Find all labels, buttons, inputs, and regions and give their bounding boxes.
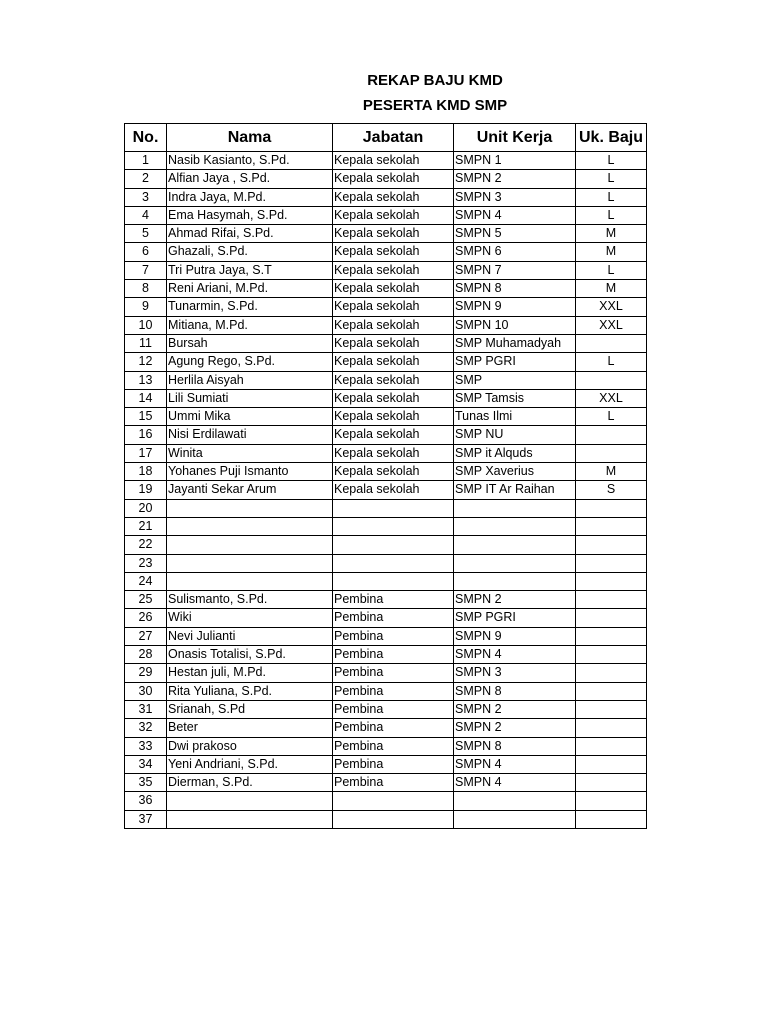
cell-no: 15 <box>125 408 167 426</box>
cell-uk-baju: L <box>576 353 647 371</box>
table-row <box>125 298 647 316</box>
table-row <box>125 627 647 645</box>
cell-nama: Bursah <box>167 334 333 352</box>
table-row <box>125 792 647 810</box>
cell-nama <box>167 499 333 517</box>
cell-uk-baju <box>576 792 647 810</box>
table-row <box>125 591 647 609</box>
table-row <box>125 261 647 279</box>
header-jabatan: Jabatan <box>333 124 454 152</box>
cell-unit-kerja: SMPN 6 <box>454 243 576 261</box>
cell-uk-baju <box>576 517 647 535</box>
cell-uk-baju <box>576 536 647 554</box>
cell-unit-kerja: SMPN 4 <box>454 774 576 792</box>
table-row <box>125 719 647 737</box>
table-row <box>125 755 647 773</box>
cell-nama: Nevi Julianti <box>167 627 333 645</box>
cell-unit-kerja: SMP Xaverius <box>454 463 576 481</box>
cell-nama: Jayanti Sekar Arum <box>167 481 333 499</box>
table-row <box>125 389 647 407</box>
cell-unit-kerja <box>454 810 576 828</box>
cell-unit-kerja <box>454 792 576 810</box>
cell-nama: Nisi Erdilawati <box>167 426 333 444</box>
cell-jabatan: Kepala sekolah <box>333 225 454 243</box>
table-row <box>125 517 647 535</box>
cell-unit-kerja: SMP Muhamadyah <box>454 334 576 352</box>
cell-no: 25 <box>125 591 167 609</box>
table-row <box>125 188 647 206</box>
cell-nama: Ahmad Rifai, S.Pd. <box>167 225 333 243</box>
cell-unit-kerja <box>454 499 576 517</box>
cell-nama: Agung Rego, S.Pd. <box>167 353 333 371</box>
cell-unit-kerja: SMPN 8 <box>454 737 576 755</box>
cell-nama: Hestan juli, M.Pd. <box>167 664 333 682</box>
cell-no: 32 <box>125 719 167 737</box>
cell-unit-kerja: SMPN 2 <box>454 719 576 737</box>
cell-no: 22 <box>125 536 167 554</box>
cell-no: 37 <box>125 810 167 828</box>
cell-uk-baju: L <box>576 408 647 426</box>
cell-uk-baju <box>576 755 647 773</box>
cell-no: 30 <box>125 682 167 700</box>
table-row <box>125 463 647 481</box>
cell-no: 36 <box>125 792 167 810</box>
cell-no: 20 <box>125 499 167 517</box>
document-subtitle: PESERTA KMD SMP <box>362 97 508 114</box>
table-row <box>125 810 647 828</box>
cell-no: 9 <box>125 298 167 316</box>
cell-nama: Reni Ariani, M.Pd. <box>167 280 333 298</box>
cell-no: 16 <box>125 426 167 444</box>
cell-uk-baju: L <box>576 188 647 206</box>
cell-no: 4 <box>125 206 167 224</box>
cell-no: 10 <box>125 316 167 334</box>
cell-uk-baju <box>576 554 647 572</box>
cell-unit-kerja: SMP IT Ar Raihan <box>454 481 576 499</box>
cell-no: 14 <box>125 389 167 407</box>
table-row <box>125 225 647 243</box>
cell-uk-baju: M <box>576 225 647 243</box>
cell-nama: Onasis Totalisi, S.Pd. <box>167 646 333 664</box>
cell-jabatan: Pembina <box>333 755 454 773</box>
table-row <box>125 353 647 371</box>
cell-jabatan: Kepala sekolah <box>333 371 454 389</box>
cell-uk-baju <box>576 810 647 828</box>
cell-nama: Yohanes Puji Ismanto <box>167 463 333 481</box>
cell-unit-kerja: SMPN 8 <box>454 280 576 298</box>
table-row <box>125 243 647 261</box>
cell-unit-kerja: SMP <box>454 371 576 389</box>
cell-jabatan: Pembina <box>333 646 454 664</box>
cell-uk-baju: L <box>576 206 647 224</box>
table-row <box>125 371 647 389</box>
cell-no: 19 <box>125 481 167 499</box>
cell-unit-kerja: SMPN 4 <box>454 646 576 664</box>
table-row <box>125 170 647 188</box>
header-unit-kerja: Unit Kerja <box>454 124 576 152</box>
cell-no: 12 <box>125 353 167 371</box>
cell-no: 28 <box>125 646 167 664</box>
cell-nama <box>167 536 333 554</box>
cell-jabatan: Kepala sekolah <box>333 444 454 462</box>
cell-unit-kerja: SMP PGRI <box>454 609 576 627</box>
cell-no: 27 <box>125 627 167 645</box>
cell-unit-kerja: SMPN 4 <box>454 755 576 773</box>
cell-unit-kerja: SMP it Alquds <box>454 444 576 462</box>
cell-no: 29 <box>125 664 167 682</box>
cell-nama: Tri Putra Jaya, S.T <box>167 261 333 279</box>
cell-no: 1 <box>125 152 167 170</box>
cell-unit-kerja <box>454 517 576 535</box>
cell-nama: Herlila Aisyah <box>167 371 333 389</box>
cell-no: 3 <box>125 188 167 206</box>
cell-jabatan <box>333 792 454 810</box>
table-row <box>125 334 647 352</box>
cell-nama <box>167 572 333 590</box>
cell-jabatan: Kepala sekolah <box>333 334 454 352</box>
cell-no: 31 <box>125 700 167 718</box>
cell-uk-baju: M <box>576 280 647 298</box>
table-row <box>125 682 647 700</box>
cell-nama: Srianah, S.Pd <box>167 700 333 718</box>
cell-nama: Winita <box>167 444 333 462</box>
cell-nama <box>167 810 333 828</box>
cell-uk-baju <box>576 426 647 444</box>
cell-jabatan <box>333 536 454 554</box>
cell-uk-baju <box>576 700 647 718</box>
cell-unit-kerja: SMPN 2 <box>454 170 576 188</box>
table-row <box>125 444 647 462</box>
cell-nama: Dwi prakoso <box>167 737 333 755</box>
table-row <box>125 426 647 444</box>
cell-uk-baju: M <box>576 243 647 261</box>
cell-jabatan: Kepala sekolah <box>333 298 454 316</box>
cell-jabatan: Kepala sekolah <box>333 316 454 334</box>
cell-jabatan: Kepala sekolah <box>333 152 454 170</box>
cell-no: 17 <box>125 444 167 462</box>
cell-no: 11 <box>125 334 167 352</box>
cell-jabatan: Kepala sekolah <box>333 353 454 371</box>
cell-jabatan: Kepala sekolah <box>333 426 454 444</box>
cell-unit-kerja: SMPN 8 <box>454 682 576 700</box>
table-row <box>125 481 647 499</box>
cell-unit-kerja: SMPN 7 <box>454 261 576 279</box>
cell-uk-baju <box>576 682 647 700</box>
cell-jabatan <box>333 572 454 590</box>
cell-jabatan: Pembina <box>333 774 454 792</box>
cell-uk-baju <box>576 572 647 590</box>
cell-nama: Nasib Kasianto, S.Pd. <box>167 152 333 170</box>
table-row <box>125 700 647 718</box>
cell-jabatan: Pembina <box>333 700 454 718</box>
cell-jabatan: Kepala sekolah <box>333 243 454 261</box>
cell-nama <box>167 792 333 810</box>
cell-jabatan <box>333 554 454 572</box>
cell-nama: Dierman, S.Pd. <box>167 774 333 792</box>
cell-uk-baju: XXL <box>576 316 647 334</box>
cell-no: 8 <box>125 280 167 298</box>
cell-unit-kerja: SMPN 5 <box>454 225 576 243</box>
cell-jabatan: Kepala sekolah <box>333 481 454 499</box>
cell-unit-kerja: SMPN 3 <box>454 188 576 206</box>
table-header-row <box>125 124 647 152</box>
table-row <box>125 280 647 298</box>
cell-unit-kerja: SMPN 2 <box>454 700 576 718</box>
cell-jabatan: Kepala sekolah <box>333 188 454 206</box>
header-uk-baju: Uk. Baju <box>576 124 647 152</box>
cell-unit-kerja: SMPN 4 <box>454 206 576 224</box>
cell-no: 21 <box>125 517 167 535</box>
cell-nama: Beter <box>167 719 333 737</box>
table-row <box>125 572 647 590</box>
cell-no: 24 <box>125 572 167 590</box>
table-row <box>125 206 647 224</box>
table-row <box>125 316 647 334</box>
cell-uk-baju: L <box>576 261 647 279</box>
cell-jabatan: Pembina <box>333 609 454 627</box>
cell-uk-baju <box>576 334 647 352</box>
table-row <box>125 664 647 682</box>
cell-uk-baju: L <box>576 170 647 188</box>
cell-jabatan: Kepala sekolah <box>333 261 454 279</box>
cell-jabatan: Kepala sekolah <box>333 170 454 188</box>
cell-unit-kerja: SMP Tamsis <box>454 389 576 407</box>
table-row <box>125 554 647 572</box>
cell-uk-baju: XXL <box>576 389 647 407</box>
cell-jabatan: Pembina <box>333 627 454 645</box>
cell-unit-kerja: Tunas Ilmi <box>454 408 576 426</box>
cell-jabatan <box>333 810 454 828</box>
cell-jabatan: Pembina <box>333 719 454 737</box>
cell-uk-baju <box>576 499 647 517</box>
cell-uk-baju: L <box>576 152 647 170</box>
cell-unit-kerja: SMPN 9 <box>454 298 576 316</box>
cell-no: 2 <box>125 170 167 188</box>
cell-no: 5 <box>125 225 167 243</box>
cell-uk-baju <box>576 371 647 389</box>
cell-unit-kerja: SMPN 1 <box>454 152 576 170</box>
cell-unit-kerja: SMPN 10 <box>454 316 576 334</box>
cell-uk-baju <box>576 444 647 462</box>
cell-no: 13 <box>125 371 167 389</box>
cell-no: 26 <box>125 609 167 627</box>
table-row <box>125 737 647 755</box>
table-row <box>125 499 647 517</box>
cell-uk-baju <box>576 774 647 792</box>
cell-nama <box>167 554 333 572</box>
cell-uk-baju <box>576 737 647 755</box>
header-no: No. <box>125 124 167 152</box>
cell-unit-kerja: SMPN 9 <box>454 627 576 645</box>
cell-uk-baju <box>576 591 647 609</box>
cell-unit-kerja: SMPN 2 <box>454 591 576 609</box>
cell-jabatan <box>333 499 454 517</box>
table-row <box>125 408 647 426</box>
cell-jabatan: Kepala sekolah <box>333 206 454 224</box>
cell-nama: Alfian Jaya , S.Pd. <box>167 170 333 188</box>
cell-jabatan: Kepala sekolah <box>333 408 454 426</box>
cell-no: 35 <box>125 774 167 792</box>
table-row <box>125 152 647 170</box>
cell-jabatan: Pembina <box>333 682 454 700</box>
cell-unit-kerja <box>454 536 576 554</box>
cell-uk-baju: M <box>576 463 647 481</box>
cell-unit-kerja: SMP NU <box>454 426 576 444</box>
cell-unit-kerja: SMP PGRI <box>454 353 576 371</box>
cell-uk-baju <box>576 646 647 664</box>
cell-jabatan: Kepala sekolah <box>333 280 454 298</box>
table-row <box>125 646 647 664</box>
table-body <box>125 152 647 829</box>
cell-nama: Wiki <box>167 609 333 627</box>
cell-uk-baju <box>576 627 647 645</box>
cell-no: 34 <box>125 755 167 773</box>
cell-jabatan: Kepala sekolah <box>333 389 454 407</box>
cell-nama: Sulismanto, S.Pd. <box>167 591 333 609</box>
cell-nama: Indra Jaya, M.Pd. <box>167 188 333 206</box>
cell-no: 18 <box>125 463 167 481</box>
cell-unit-kerja <box>454 572 576 590</box>
cell-no: 7 <box>125 261 167 279</box>
cell-uk-baju <box>576 664 647 682</box>
cell-uk-baju: XXL <box>576 298 647 316</box>
cell-jabatan: Kepala sekolah <box>333 463 454 481</box>
cell-no: 33 <box>125 737 167 755</box>
table-row <box>125 774 647 792</box>
cell-no: 23 <box>125 554 167 572</box>
table-row <box>125 609 647 627</box>
cell-nama: Mitiana, M.Pd. <box>167 316 333 334</box>
cell-nama: Tunarmin, S.Pd. <box>167 298 333 316</box>
cell-jabatan <box>333 517 454 535</box>
cell-jabatan: Pembina <box>333 737 454 755</box>
participant-table <box>124 123 647 829</box>
cell-unit-kerja: SMPN 3 <box>454 664 576 682</box>
cell-unit-kerja <box>454 554 576 572</box>
document-title: REKAP BAJU KMD <box>367 72 503 89</box>
cell-nama: Ummi Mika <box>167 408 333 426</box>
header-nama: Nama <box>167 124 333 152</box>
cell-uk-baju <box>576 609 647 627</box>
cell-nama <box>167 517 333 535</box>
cell-uk-baju <box>576 719 647 737</box>
table-row <box>125 536 647 554</box>
cell-uk-baju: S <box>576 481 647 499</box>
cell-nama: Ema Hasymah, S.Pd. <box>167 206 333 224</box>
cell-jabatan: Pembina <box>333 591 454 609</box>
cell-nama: Lili Sumiati <box>167 389 333 407</box>
cell-jabatan: Pembina <box>333 664 454 682</box>
cell-nama: Rita Yuliana, S.Pd. <box>167 682 333 700</box>
cell-nama: Yeni Andriani, S.Pd. <box>167 755 333 773</box>
cell-no: 6 <box>125 243 167 261</box>
cell-nama: Ghazali, S.Pd. <box>167 243 333 261</box>
